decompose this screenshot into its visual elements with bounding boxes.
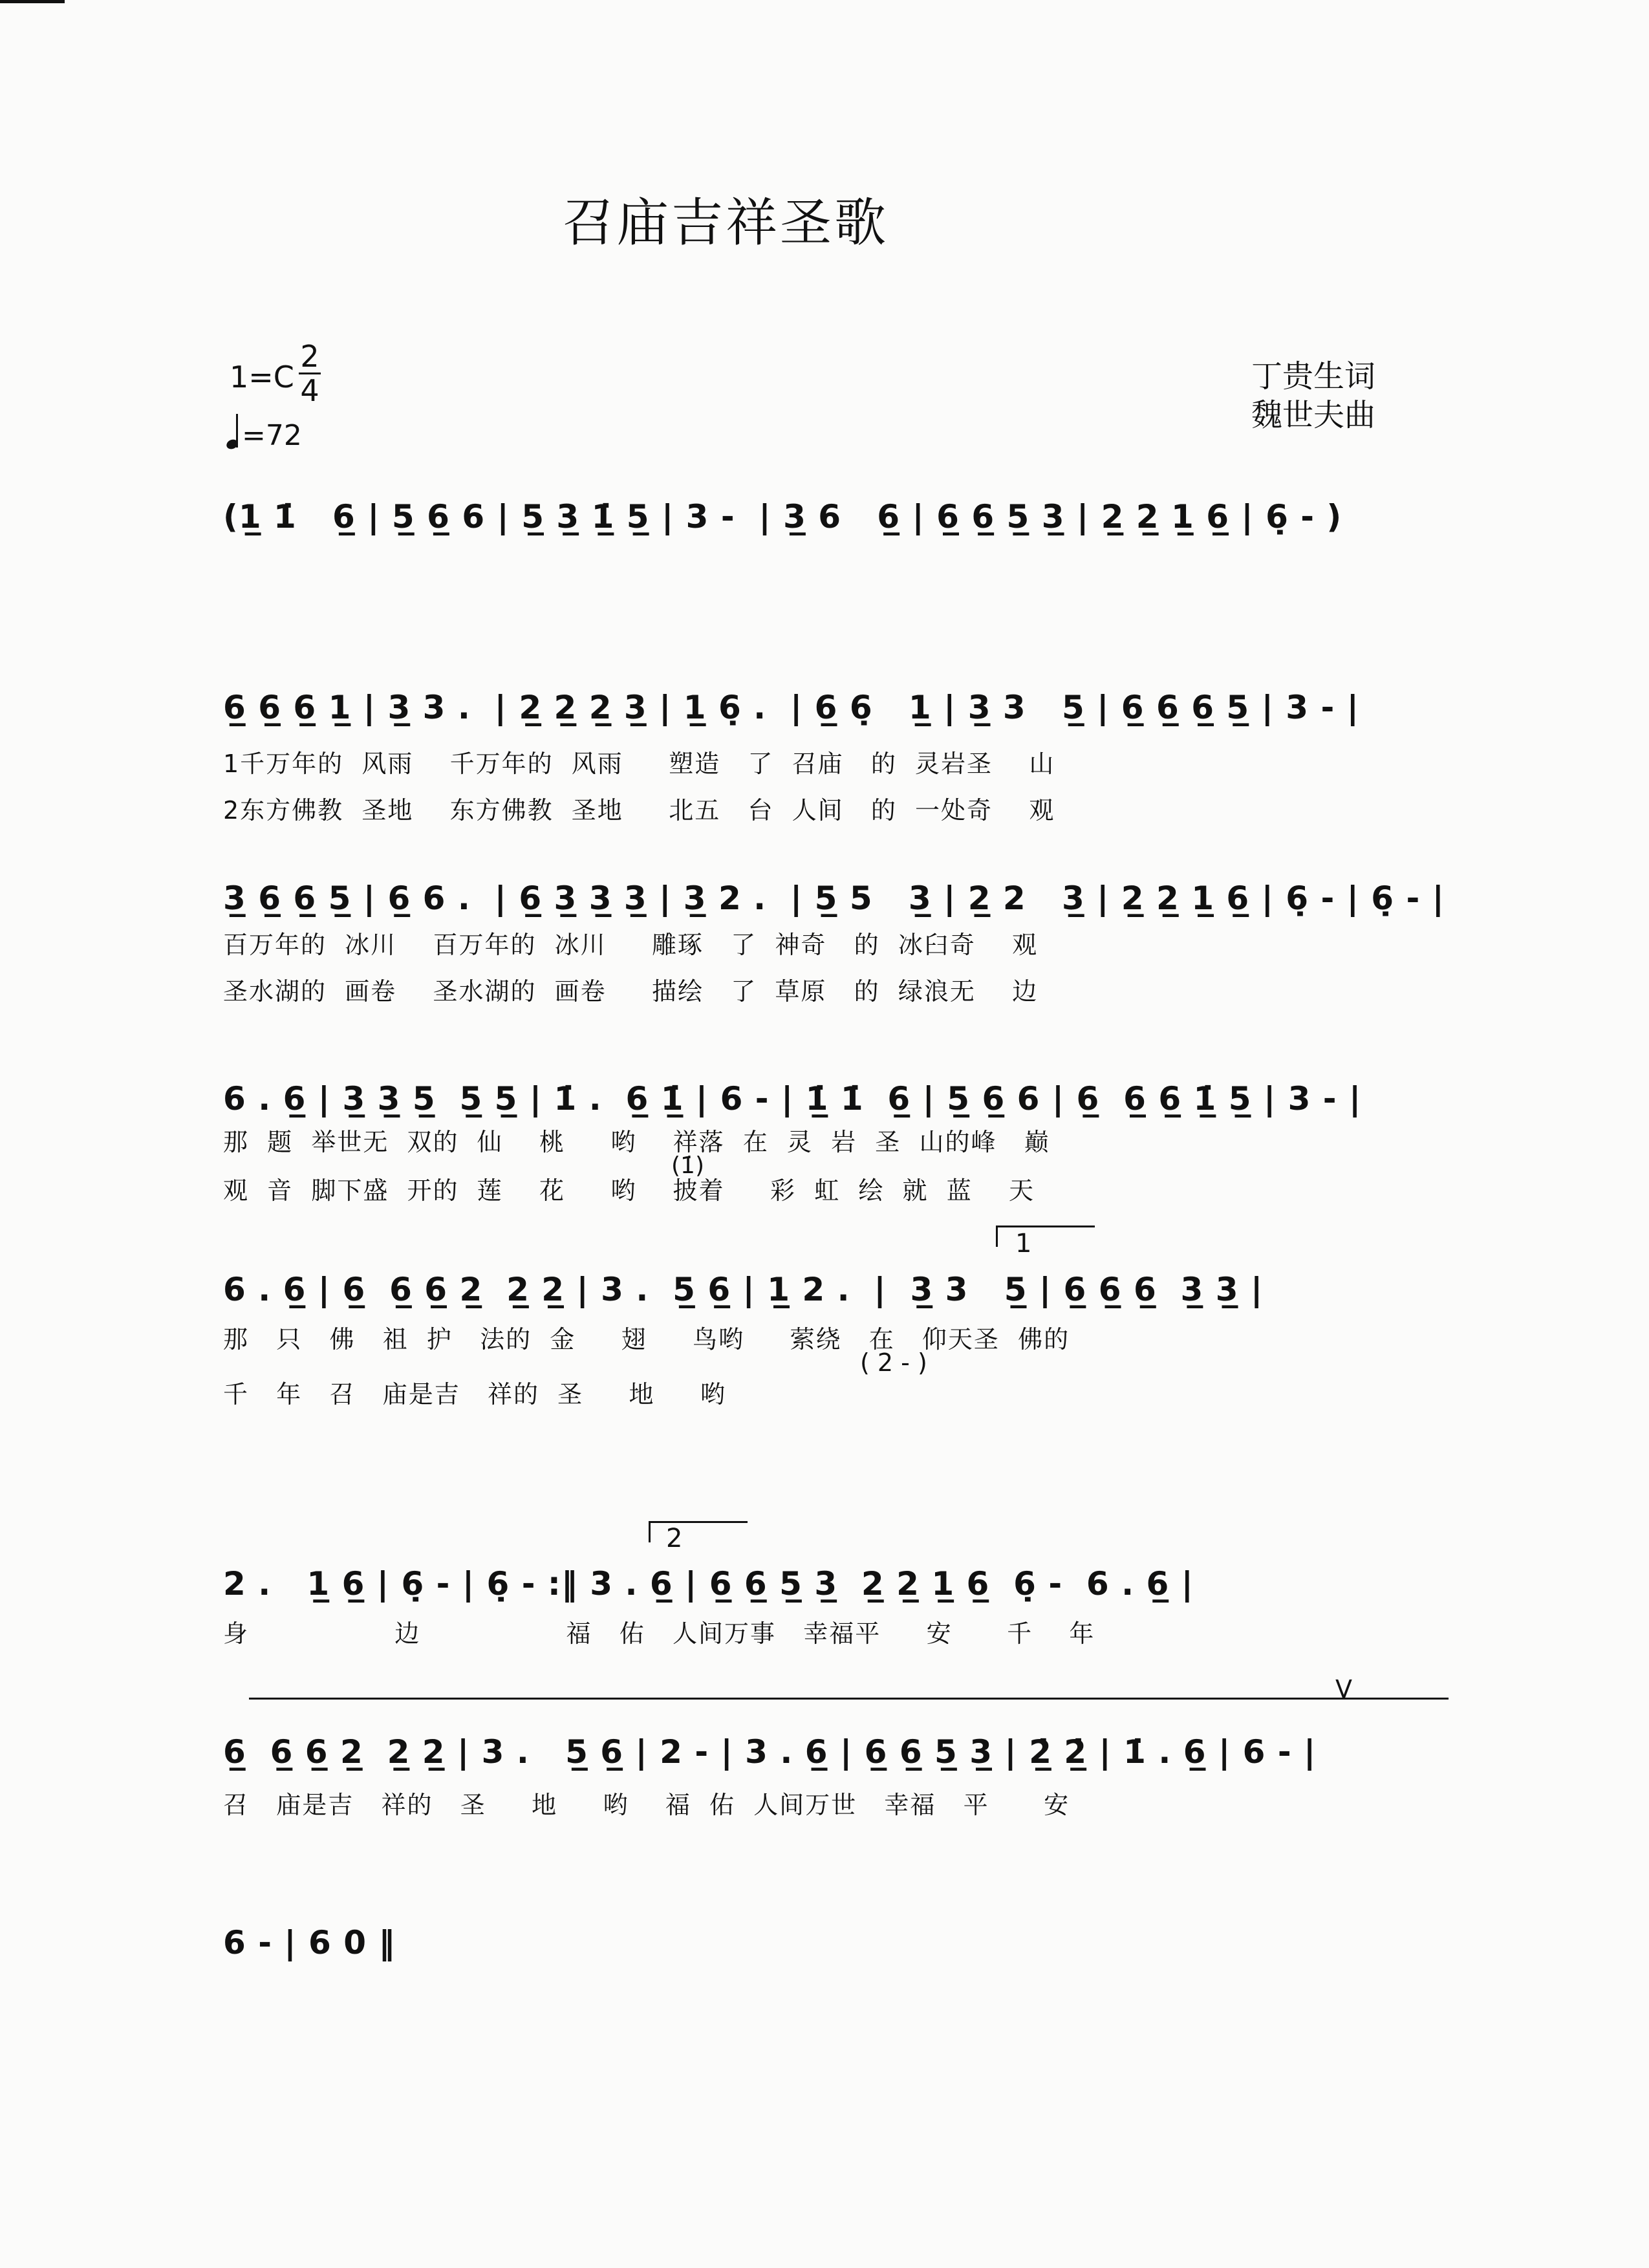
score-line-3: 6 . 6̲ | 3̲ 3̲ 5̲ 5̲ 5̲ | 1̇ . 6̲ 1̲̇ | 6 - | 1̲̇ 1̇ 6̲ | 5̲ 6̲ 6 | 6̲ 6̲ 6̲ 1̲̇ 5̲ | 3 - | <box>223 1080 1362 1118</box>
page-title: 召庙吉祥圣歌 <box>563 193 889 253</box>
lyric-verse1-line-5: 身 边 福 佑 人间万事 幸福平 安 千 年 <box>223 1619 1095 1648</box>
credits <box>1251 357 1375 435</box>
lyric-verse2-line-4: 千 年 召 庙是吉 祥的 圣 地 哟 <box>223 1380 726 1409</box>
score-line-1: 6̲ 6̲ 6̲ 1̲ | 3̲ 3 . | 2̲ 2̲ 2̲ 3̲ | 1̲ 6̣ . | 6̲ 6̣ 1̲ | 3̲ 3 5̲ | 6̲ 6̲ 6̲ 5̲ | 3 - | <box>223 689 1359 726</box>
tempo-marking <box>226 414 302 452</box>
key-signature: 1=C <box>230 360 294 394</box>
score-line-4: 6 . 6̲ | 6̲ 6̲ 6̲ 2̲ 2̲ 2̲ | 3 . 5̲ 6̲ | 1̲ 2 . | 3̲ 3 5̲ | 6̲ 6̲ 6̲ 3̲ 3̲ | <box>223 1271 1264 1308</box>
time-signature-bottom: 4 <box>300 373 319 408</box>
alt-note-annotation: (1̇) <box>671 1152 704 1179</box>
score-line-2: 3̲ 6̲ 6̲ 5̲ | 6̲ 6 . | 6̲ 3̲ 3̲ 3̲ | 3̲ 2 . | 5̲ 5 3̲ | 2̲ 2 3̲ | 2̲ 2̲ 1̲ 6̲ | 6̣ - | 6̣ - | <box>223 880 1445 917</box>
lyric-verse2-line-3: 观 音 脚下盛 开的 莲 花 哟 披着 彩 虹 绘 就 蓝 天 <box>223 1176 1035 1205</box>
volta-bracket-first <box>996 1226 1095 1247</box>
lyric-verse2-line-2: 圣水湖的 画卷 圣水湖的 画卷 描绘 了 草原 的 绿浪无 边 <box>223 977 1039 1006</box>
lyric-verse2-line-1: 2东方佛教 圣地 东方佛教 圣地 北五 台 人间 的 一处奇 观 <box>223 796 1055 825</box>
volta-number-second: 2 <box>666 1524 683 1553</box>
lyric-verse1-line-2: 百万年的 冰川 百万年的 冰川 雕琢 了 神奇 的 冰臼奇 观 <box>223 931 1039 959</box>
horizontal-rule <box>249 1698 1449 1700</box>
volta-bracket-second <box>649 1521 748 1542</box>
breath-mark: V <box>1335 1675 1352 1703</box>
scan-edge-mark <box>0 0 65 3</box>
time-signature-top: 2 <box>300 339 319 374</box>
composer-credit: 魏世夫曲 <box>1251 397 1376 433</box>
score-line-intro: (1̲ 1̇ 6̲ | 5̲ 6̲ 6 | 5̲ 3̲ 1̲̇ 5̲ | 3 - | 3̲ 6 6̲ | 6̲ 6̲ 5̲ 3̲ | 2̲ 2̲ 1̲ 6̲ | 6̣ - ) <box>223 498 1342 535</box>
score-line-6: 6̲ 6̲ 6̲ 2̲ 2̲ 2̲ | 3 . 5̲ 6̲ | 2 - | 3 . 6̲ | 6̲ 6̲ 5̲ 3̲ | 2̲̇ 2̲̇ | 1̇ . 6̲ | 6 - | <box>223 1733 1317 1771</box>
lyric-verse1-line-4: 那 只 佛 祖 护 法的 金 翅 鸟哟 萦绕 在 仰天圣 佛的 <box>223 1325 1070 1354</box>
score-line-ending: 6 - | 6 0 ‖ <box>223 1924 396 1961</box>
alt-ending-annotation: ( 2 - ) <box>860 1348 927 1377</box>
score-line-5: 2 . 1̲ 6̲ | 6̣ - | 6̣ - :‖ 3 . 6̲ | 6̲ 6̲ 5̲ 3̲ 2̲ 2̲ 1̲ 6̲ 6̣ - 6 . 6̲ | <box>223 1565 1194 1603</box>
time-signature <box>299 339 321 408</box>
tempo-value: =72 <box>242 419 302 452</box>
lyric-verse1-line-3: 那 题 举世无 双的 仙 桃 哟 祥落 在 灵 岩 圣 山的峰 巅 <box>223 1128 1050 1156</box>
volta-number-first: 1 <box>1015 1229 1032 1258</box>
lyric-verse1-line-1: 1千万年的 风雨 千万年的 风雨 塑造 了 召庙 的 灵岩圣 山 <box>223 750 1055 778</box>
lyric-verse1-line-6: 召 庙是吉 祥的 圣 地 哟 福 佑 人间万世 幸福 平 安 <box>223 1791 1070 1819</box>
lyricist-credit: 丁贵生词 <box>1251 358 1376 394</box>
